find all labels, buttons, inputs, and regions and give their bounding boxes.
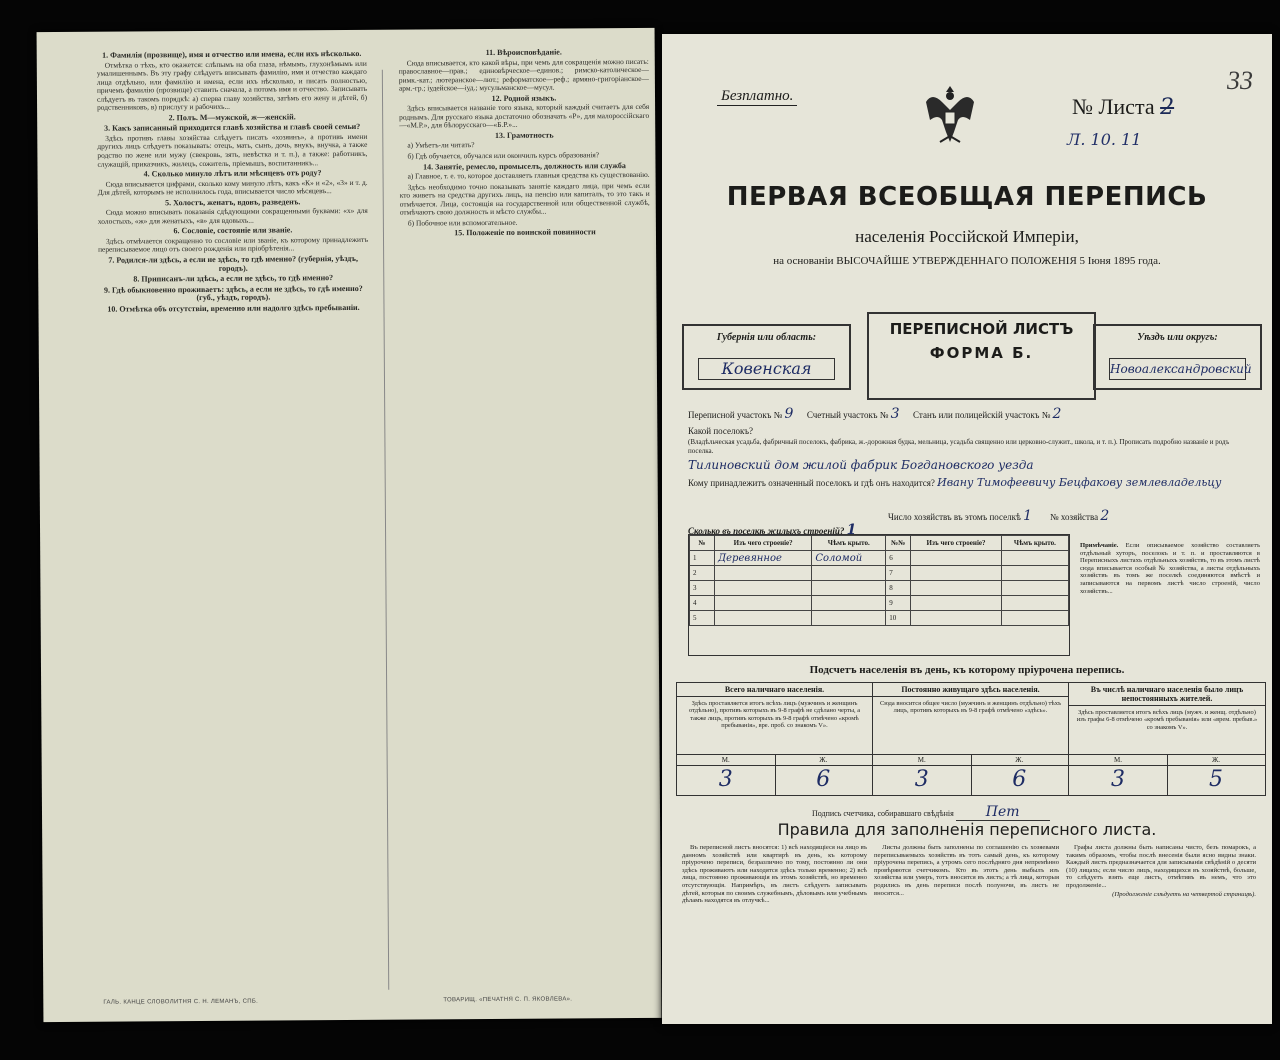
settlement-value: Тилиновский дом жилой фабрик Богдановского уезда (688, 458, 1034, 472)
temporary-population-header: Въ числѣ наличнаго населенія было лицъ непостоянныхъ жителей. (1069, 683, 1265, 706)
sheet-number-label: № Листа (1072, 94, 1155, 119)
note-title: Примѣчаніе. (1080, 542, 1119, 549)
owner-line (688, 476, 1253, 489)
section-heading-4: 4. Сколько минуло лѣтъ или мѣсяцевъ отъ роду? (143, 168, 322, 179)
signature-line (812, 804, 1050, 820)
temporary-female-value: 5 (1209, 767, 1223, 792)
settlement-hint: (Владѣльческая усадьба, фабричный поселокъ, фабрика, ж.-дорожная будка, мельница, усадьба священно или церковно-служит., школа, и т. п.). Прописать подробно названіе и родъ поселка. (688, 438, 1230, 455)
note-text: Если описываемое хозяйство составляетъ отдѣльный хуторъ, поселокъ и т. п. и проставляются в Переписныхъ листахъ отдѣльныхъ хозяйствъ, то въ этомъ листѣ сюда вписывается особый № хозяйства, а листы отдѣльныхъ хозяйствъ въ томъ же поселкѣ соединяются вмѣстѣ и записываются на первомъ листѣ число строеній, число хозяйствъ... (1080, 542, 1260, 595)
male-label: М. (873, 755, 971, 766)
building-material: Деревянное (715, 551, 812, 566)
free-label: Безплатно. (717, 88, 797, 106)
handwritten-reference: Л. 10. 11 (1067, 130, 1142, 149)
census-district-label: Переписной участокъ № (688, 410, 783, 420)
rules-text-2: Листы должны быть заполнены по соглашенію съ хозяевами переписываемыхъ хозяйствъ въ тотъ самый день, къ которому пріурочена перепись, а утромъ сего послѣдняго дня непремѣнно провѣряются счетчикомъ. Кто въ этотъ день выбылъ изъ хозяйства или умеръ, тотъ вносится въ листъ; а тѣ лица, которыя родились въ день переписи послѣ полуночи, въ листъ не вносятся... (874, 844, 1059, 897)
permanent-population-header: Постоянно живущаго здѣсь населенія. (873, 683, 1068, 697)
col-roof-2: Чѣмъ крыто. (1001, 536, 1068, 551)
total-population-header: Всего наличнаго населенія. (677, 683, 872, 697)
col-no: № (690, 536, 715, 551)
imperial-eagle-icon (918, 80, 982, 150)
form-type-line2: ФОРМА Б. (929, 344, 1034, 362)
table-row: 2 7 (690, 566, 1069, 581)
police-district-label: Станъ или полицейскій участокъ № (913, 410, 1051, 420)
buildings-table-header (690, 536, 1069, 551)
form-type-box (867, 312, 1096, 400)
households-value: 1 (1023, 508, 1033, 524)
column-divider (382, 70, 389, 990)
rules-column-2 (874, 844, 1059, 898)
section-sub-13a: а) Умѣетъ-ли читать? (407, 140, 475, 151)
section-heading-11: 11. Вѣроисповѣданіе. (485, 47, 562, 58)
total-female-value: 6 (816, 767, 831, 792)
section-heading-2: 2. Полъ. М—мужской, ж—женскій. (168, 112, 296, 123)
buildings-value: 1 (846, 522, 857, 538)
rules-column-3 (1066, 844, 1256, 899)
rules-text-3: Графы листа должны быть написаны чисто, безъ помарокъ, а такимъ образомъ, чтобы послѣ внесенія были ясно видны знаки. Каждый листъ предназначается для записыванія свѣдѣній о десяти (10) лицахъ; если число лицъ, находящихся въ хозяйствѣ, больше, то слѣдуетъ взять еще листъ, отмѣтивъ въ немъ, что это продолженіе... (1066, 844, 1256, 889)
col-material-2: Изъ чего строеніе? (911, 536, 1002, 551)
header-boxes (682, 312, 1262, 396)
male-label: М. (1069, 755, 1167, 766)
sheet-number-value: 2 (1160, 95, 1175, 120)
census-district-value: 9 (784, 406, 794, 422)
permanent-female-value: 6 (1012, 767, 1027, 792)
form-type-line1: ПЕРЕПИСНОЙ ЛИСТЪ (889, 320, 1074, 338)
settlement-label: Какой поселокъ? (688, 426, 754, 436)
temporary-male-value: 3 (1111, 767, 1125, 792)
left-column-2 (399, 46, 650, 240)
left-column-1 (97, 48, 369, 315)
permanent-male-value: 3 (914, 767, 929, 792)
section-heading-12: 12. Родной языкъ. (491, 93, 557, 103)
female-label: Ж. (775, 755, 873, 766)
col-material: Изъ чего строеніе? (715, 536, 812, 551)
form-title: ПЕРВАЯ ВСЕОБЩАЯ ПЕРЕПИСЬ (726, 182, 1208, 212)
households-label: Число хозяйствъ въ этомъ поселкѣ (888, 512, 1021, 522)
district-label: Уѣздъ или округъ: (1137, 332, 1218, 343)
section-text-11: Сюда вписывается, кто какой вѣры, при чемъ для сокращенія можно писать: православное—прав.; единовѣрческое—единов.; римско-католическое—римк.-кат.; лютеранское—лют.; реформатское—реф.; армяно-григоріанское—арм.-гр.; іудейское—іуд.; мусульманское—мусул. (398, 56, 649, 93)
section-heading-7: 7. Родился-ли здѣсь, а если не здѣсь, то гдѣ именно? (губернія, уѣздъ, городъ). (108, 253, 358, 273)
building-roof: Соломой (812, 551, 886, 566)
owner-label: Кому принадлежитъ означенный поселокъ и гдѣ онъ находится? (688, 478, 935, 488)
section-heading-14: 14. Занятіе, ремесло, промыселъ, должность или служба (423, 160, 626, 172)
province-label: Губернія или область: (716, 332, 817, 343)
section-heading-15: 15. Положеніе по воинской повинности (454, 227, 596, 238)
section-heading-5: 5. Холостъ, женатъ, вдовъ, разведенъ. (165, 197, 301, 208)
section-heading-6: 6. Сословіе, состояніе или званіе. (173, 225, 293, 236)
sheet-number (1072, 94, 1174, 120)
section-text-4: Сюда вписывается цифрами, сколько кому минуло лѣтъ, какъ «К» и «2», «3» и т. д. Для дѣтей, которымъ не исполнилось года, вписывается число мѣсяцевъ... (97, 177, 368, 197)
note-block (1080, 542, 1260, 595)
section-text-12: Здѣсь вписывается названіе того языка, который каждый считаетъ для себя роднымъ. Для русскаго языка достаточно обозначать «Р», для малороссійскаго—«М.Р.», для бѣлорусскаго—«Б.Р.»... (399, 102, 650, 131)
rules-column-1 (682, 844, 867, 906)
police-district-value: 2 (1052, 406, 1062, 422)
col-no-2: №№ (886, 536, 911, 551)
printer-footer-left: ГАЛЬ. КАНЦЕ СЛОВОЛИТНЯ С. Н. ЛЕМАНЪ, СПБ. (103, 998, 259, 1006)
rules-text-1: Въ переписной листъ вносятся: 1) всѣ находящіеся на лицо въ данномъ хозяйствѣ или квартирѣ въ день, къ которому пріурочено переписи, безразлично по тому, постоянно ли они здѣсь проживаютъ или находятся здѣсь только временно; 2) всѣ лица, постоянно проживающія въ этомъ хозяйствѣ, но временно отсутствующія. Напримѣръ, въ листъ слѣдуетъ записывать дѣтей, которыя по своимъ служебнымъ, дѣловымъ или учебнымъ дѣламъ находятся въ отлучкѣ... (682, 844, 867, 905)
signature-label: Подпись счетчика, собиравшаго свѣдѣнія (812, 809, 954, 818)
district-value: Новоалександровский (1109, 358, 1246, 380)
section-heading-8: 8. Приписанъ-ли здѣсь, а если не здѣсь, то гдѣ именно? (133, 273, 334, 284)
settlement-line (688, 426, 1253, 436)
section-sub-14b: б) Побочное или вспомогательное. (407, 217, 518, 228)
section-text-3: Здѣсь противъ главы хозяйства слѣдуетъ писать «хозяинъ», а противъ имени другихъ лицъ слѣдуетъ показывать: отецъ, мать, сынъ, дочь, внукъ, внучка, а также родство по жене или мужу (свекровь, зять, невѣстка и т. п.), а также: работникъ, служащій, приказчикъ, жилецъ, сожитель, пріемышъ, воспитанникъ... (97, 131, 368, 169)
permanent-population-column (873, 683, 1069, 795)
continued-note: (Продолженіе слѣдуетъ на четвертой страницѣ). (1112, 890, 1256, 898)
population-count-table (676, 682, 1266, 796)
permanent-population-text: Сюда вносится общее число (мужчинъ и женщинъ отдѣльно) тѣхъ лицъ, противъ которыхъ въ 9-8 графѣ отмѣчено «здѣсь». (879, 700, 1062, 715)
count-district-label: Счетный участокъ № (806, 410, 889, 420)
section-heading-13: 13. Грамотность (494, 130, 554, 140)
right-census-form-page (662, 34, 1272, 1024)
table-row: 5 10 (690, 611, 1069, 626)
section-text-14: Здѣсь необходимо точно показывать занятіе каждаго лица, при чемъ если кто живетъ на средства другихъ лицъ, на пенсію или капиталъ, то это такъ и отмѣчается. Лица, состоящія на государственной или общественной службѣ, отмѣчаютъ свою должность и мѣсто службы... (399, 180, 650, 217)
signature-value: Пет (956, 804, 1050, 821)
section-heading-10: 10. Отмѣтка объ отсутствіи, временно или надолго здѣсь пребываніи. (107, 302, 360, 314)
count-district-value: 3 (890, 406, 900, 422)
household-number-value: 2 (1100, 508, 1110, 524)
owner-value: Ивану Тимофеевичу Бецфакову землевладельцу (937, 476, 1222, 489)
printer-footer-right: ТОВАРИЩ. «ПЕЧАТНЯ С. П. ЯКОВЛЕВА». (443, 996, 573, 1004)
female-label: Ж. (971, 755, 1069, 766)
total-male-value: 3 (718, 767, 733, 792)
participation-line (688, 406, 1253, 422)
section-sub-14a: а) Главное, т. е. то, которое доставляетъ главныя средства къ существованію. (407, 170, 650, 181)
section-sub-13b: б) Гдѣ обучается, обучался или окончилъ курсъ образованія? (407, 150, 600, 161)
total-population-text: Здѣсь проставляется итогъ всѣхъ лицъ (мужчинъ и женщинъ отдѣльно), противъ которыхъ въ 9-8 графѣ не сдѣлано черты, а также лицъ, противъ которыхъ въ 9-8 графѣ отмѣчено «кромѣ пребыванія», вре. проб. со знакомъ V». (688, 700, 861, 730)
total-population-column (677, 683, 873, 795)
population-count-title: Подсчетъ населенія въ день, къ которому пріурочена перепись. (809, 664, 1125, 676)
female-label: Ж. (1167, 755, 1265, 766)
temporary-population-column (1069, 683, 1265, 795)
household-number-label: № хозяйства (1050, 512, 1099, 522)
form-subtitle: населенія Россійской Имперіи, (855, 227, 1079, 246)
buildings-label: Сколько въ поселкѣ жилыхъ строеній? (688, 526, 845, 536)
table-row: 4 9 (690, 596, 1069, 611)
province-value: Ковенская (698, 358, 835, 380)
form-decree-line: на основаніи ВЫСОЧАЙШЕ УТВЕРЖДЕННАГО ПОЛОЖЕНІЯ 5 Іюня 1895 года. (773, 255, 1161, 267)
buildings-table (688, 534, 1070, 656)
section-text-6: Здѣсь отмѣчается сокращенно то сословіе или званіе, къ которому принадлежитъ переписываемое лицо отъ своего рожденія или пріобрѣтенія... (98, 234, 369, 255)
settlement-value-line (688, 458, 1253, 472)
district-box (1093, 324, 1262, 390)
table-row: 1 Деревянное Соломой 6 (690, 551, 1069, 566)
section-text-1: Отмѣтка о тѣхъ, кто окажется: слѣпымъ на оба глаза, нѣмымъ, глухонѣмымъ или умалишеннымъ. Въ эту графу слѣдуетъ вписывать фамилію, имя и отчество каждаго лица отдѣльно, или фамилію и имена, если ихъ нѣсколько, и писать полностью, причемъ фамилію (прозвище) ставить сначала, а потомъ имя и отчество. Записывать слѣдуетъ въ такомъ порядкѣ: а) сперва главу хозяйства, затѣмъ его жену и дѣтей, б) родственниковъ, в) прислугу и рабочихъ... (96, 58, 368, 113)
rules-title: Правила для заполненія переписного листа. (777, 820, 1157, 839)
section-heading-9: 9. Гдѣ обыкновенно проживаетъ: здѣсь, а если не здѣсь, то гдѣ именно? (губ., уѣздъ, городъ). (103, 283, 363, 303)
male-label: М. (677, 755, 775, 766)
section-heading-3: 3. Какъ записанный приходится главѣ хозяйства и главѣ своей семьи? (104, 122, 361, 134)
left-census-page (37, 28, 662, 1022)
col-roof: Чѣмъ крыто. (812, 536, 886, 551)
archive-page-number: 33 (1227, 66, 1253, 95)
province-box (682, 324, 851, 390)
section-text-5: Сюда можно вписывать показанія сдѣдующими сокращенными буквами: «х» для холостыхъ, «ж» для женатыхъ, «в» для вдовыхъ... (97, 206, 368, 226)
section-heading-1: 1. Фамилія (прозвище), имя и отчество или имена, если ихъ нѣсколько. (102, 48, 362, 60)
temporary-population-text: Здѣсь проставляется итогъ всѣхъ лицъ (мужч. и женщ. отдѣльно) изъ графы 6-8 отмѣчено «кромѣ пребыванія» или «врем. пребыв.» со знакомъ V». (1076, 709, 1258, 731)
table-row: 3 8 (690, 581, 1069, 596)
